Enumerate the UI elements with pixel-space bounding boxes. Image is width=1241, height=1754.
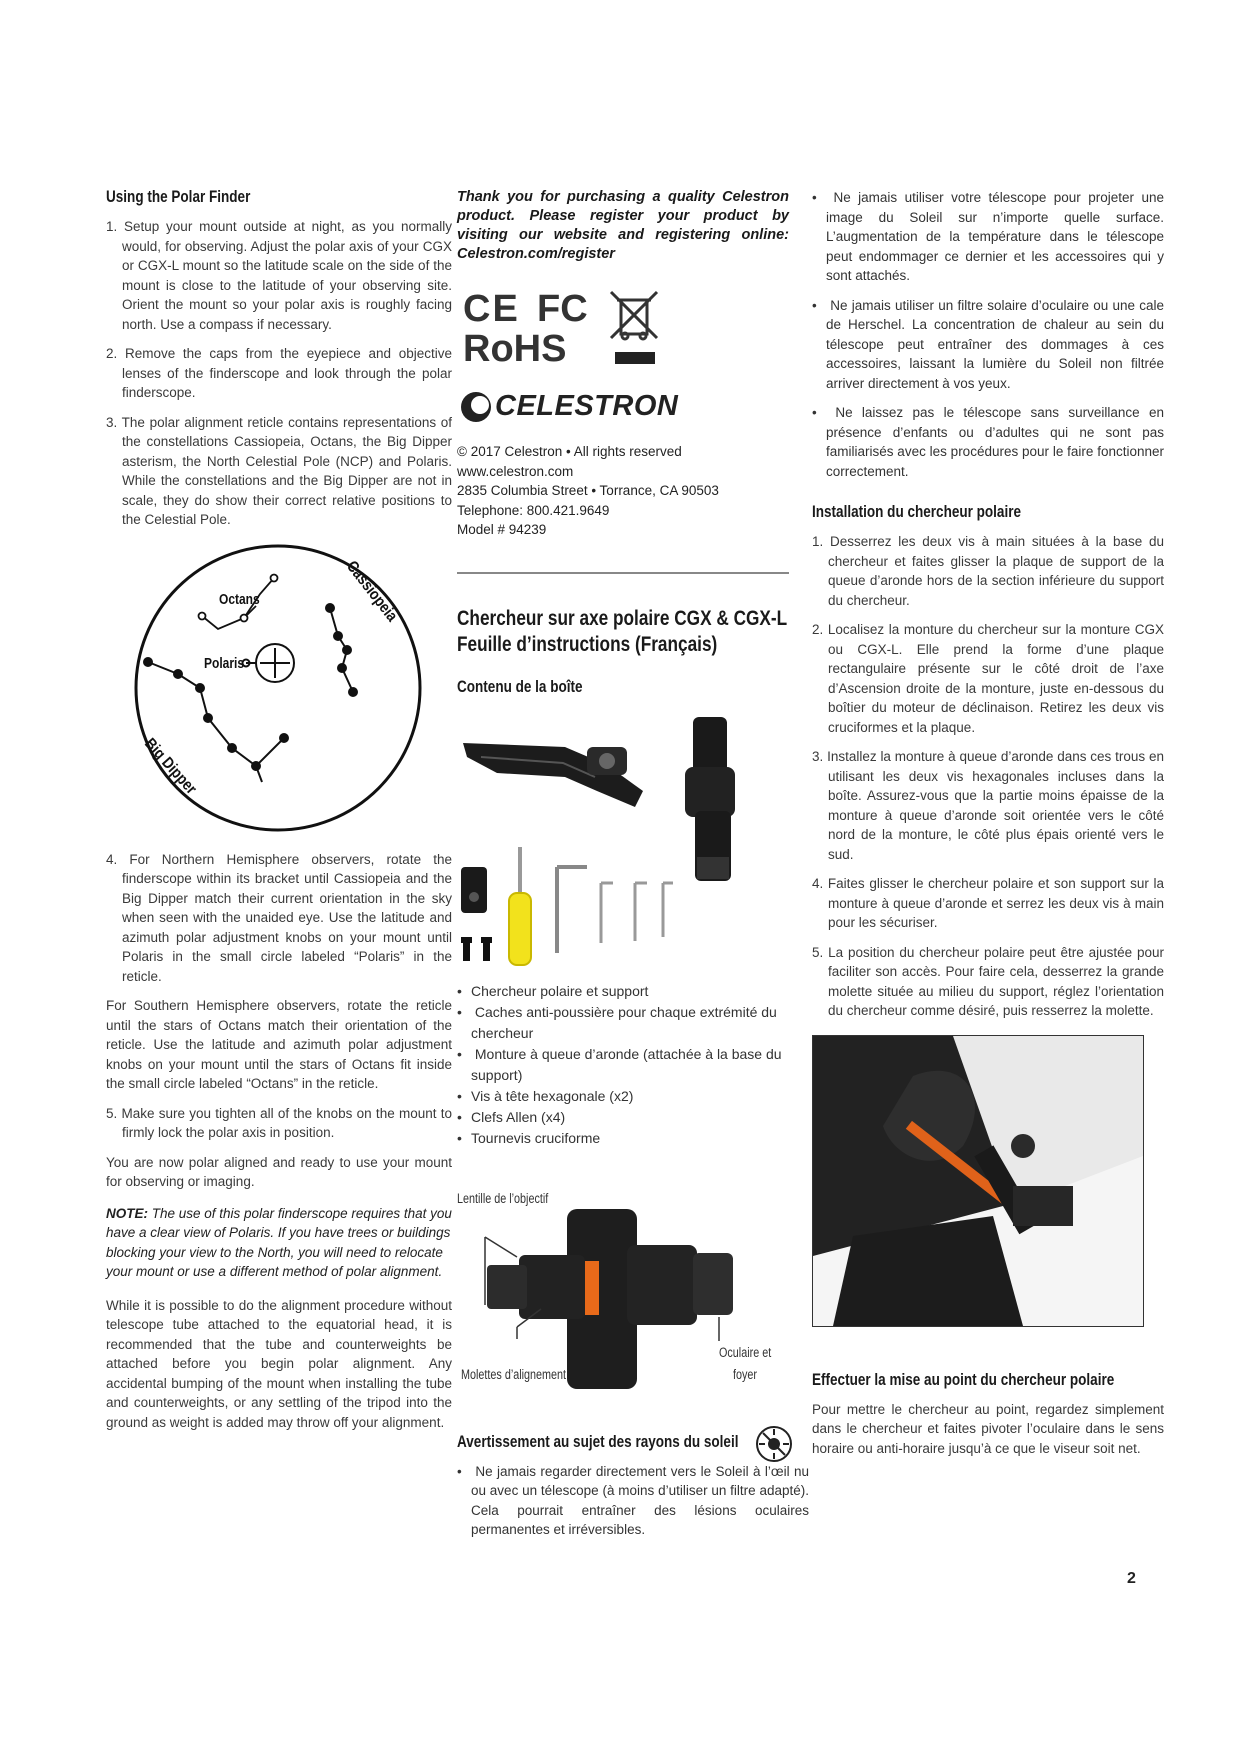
cassiopeia-stars	[326, 604, 357, 696]
install-steps	[812, 532, 1164, 1021]
contents-item: • Vis à tête hexagonale (x2)	[457, 1086, 789, 1107]
step-5: 5. Make sure you tighten all of the knobs on the mount to firmly lock the polar axis in position.	[106, 1105, 452, 1140]
install-heading: Installation du chercheur polaire	[812, 503, 1022, 521]
celestron-swoosh-icon	[459, 390, 493, 424]
address: 2835 Columbia Street • Torrance, CA 90503	[457, 483, 719, 498]
big-dipper-label: Big Dipper	[140, 734, 200, 798]
step-2: 2. Remove the caps from the eyepiece and objective lenses of the finderscope and look through the polar finderscope.	[106, 346, 452, 400]
install-step: 4. Faites glisser le chercheur polaire et son support sur la monture à queue d’aronde et serrez les deux vis à main pour les sécuriser.	[812, 876, 1164, 930]
celestron-logo	[457, 388, 789, 432]
polar-finder-heading: Using the Polar Finder	[106, 188, 251, 206]
knobs-label: Molettes d’alignement	[461, 1366, 567, 1382]
aligned-text: You are now polar aligned and ready to use your mount for observing or imaging.	[106, 1154, 452, 1189]
install-step: 1. Desserrez les deux vis à main situées à la base du chercheur et faites glisser la plaque de support de la queue d’aronde hors de la section inférieure du support du chercheur.	[812, 534, 1164, 608]
contents-item: • Clefs Allen (x4)	[457, 1107, 789, 1128]
model-number: Model # 94239	[457, 522, 547, 537]
contents-list	[457, 981, 789, 1149]
sun-warning-item: • Ne jamais regarder directement vers le Soleil à l’œil nu ou avec un télescope (à moins d’utiliser un filtre adapté). Cela pourrait entraîner des lésions oculaires permanentes et irréversibles.	[457, 1462, 809, 1540]
install-step: 5. La position du chercheur polaire peut être ajustée pour faciliter son accès. Pour faire cela, desserrez la grande molette située au milieu du support, réglez l’orientation du chercheur comme désiré, puis resserrez la molette.	[812, 944, 1164, 1018]
contact-block	[457, 442, 789, 540]
step-4: 4. For Northern Hemisphere observers, rotate the finderscope within its bracket until Cassiopeia and the Big Dipper match their current orientation in the sky when seen with the unaided eye. Use the latitude and azimuth polar adjustment knobs on your mount until Polaris in the small circle labeled “Polaris” in the reticle.	[106, 851, 452, 984]
contents-item: • Monture à queue d’aronde (attachée à la base du support)	[457, 1044, 789, 1086]
french-title-line-1: Chercheur sur axe polaire CGX & CGX-L	[457, 606, 788, 630]
fc-mark: FC	[537, 288, 588, 330]
note-text: The use of this polar finderscope requires that you have a clear view of Polaris. If you have trees or buildings blocking your view to the North, you will need to relocate your mount or use a different method of polar alignment.	[106, 1205, 452, 1279]
contents-photo	[457, 707, 789, 977]
southern-hemisphere-text: For Southern Hemisphere observers, rotate the reticle until the stars of Octans match their orientation of the reticle. Use the latitude and azimuth polar adjustment knobs on your mount until the stars of Octans fit inside the small circle labeled “Octans” in the reticle.	[106, 998, 452, 1091]
copyright: © 2017 Celestron • All rights reserved	[457, 444, 682, 459]
focus-text: Pour mettre le chercheur au point, regardez simplement dans le chercheur et faites pivoter l’oculaire dans le sens horaire ou anti-horaire jusqu’à ce que le viseur soit net.	[812, 1401, 1164, 1456]
contents-item: • Chercheur polaire et support	[457, 981, 789, 1002]
rohs-mark: RoHS	[463, 328, 567, 370]
warning-item: • Ne jamais utiliser votre télescope pour projeter une image du Soleil sur n’importe quelle surface. L’augmentation de la température dans le télescope peut endommager ce dernier et les accessoires qui y sont attachés.	[812, 188, 1164, 286]
install-step: 2. Localisez la monture du chercheur sur la monture CGX ou CGX-L. Elle prend la forme d’une plaque rectangulaire présente sur le côté droit de l’axe d’Ascension droite de la monture, juste en-dessous du boîtier du moteur de déclinaison. Retirez les deux vis cruciformes et la plaque.	[812, 622, 1164, 735]
weee-bin-icon	[607, 290, 663, 374]
french-column	[812, 188, 1164, 1468]
finderscope-diagram	[457, 1191, 789, 1391]
warning-bullets	[812, 188, 1164, 481]
note-label: NOTE:	[106, 1205, 148, 1221]
french-title	[457, 606, 789, 658]
certification-marks	[457, 290, 789, 380]
divider	[457, 572, 789, 574]
while-paragraph: While it is possible to do the alignment procedure without telescope tube attached to the equatorial head, it is recommended that the tube and counterweights be attached before you begin polar alignment. Any accidental bumping of the mount when installing the tube and counterweights, or any settling of the tripod into the ground as weight is added may throw off your alignment.	[106, 1297, 452, 1430]
sun-warning-icon	[755, 1425, 793, 1463]
polaris-label: Polaris	[204, 654, 245, 671]
ce-mark: CE	[463, 288, 520, 330]
polar-reticle-diagram	[106, 544, 452, 834]
eyepiece-label-2: foyer	[733, 1366, 758, 1382]
steps-list-c	[106, 1104, 452, 1143]
sun-warning-list	[457, 1462, 809, 1540]
thanks-text: Thank you for purchasing a quality Celestron product. Please register your product by visiting our website and registering online: Celestron.com/register	[457, 189, 789, 262]
polaris-crosshair	[243, 644, 295, 682]
step-3: 3. The polar alignment reticle contains representations of the constellations Cassiopeia, Octans, the Big Dipper asterism, the North Celestial Pole (NCP) and Polaris. While the constellations and the Big Dipper are not in scale, they do show their correct relative positions to the Celestial Pole.	[106, 414, 452, 527]
note-paragraph	[106, 1204, 452, 1282]
sun-warning-heading: Avertissement au sujet des rayons du soleil	[457, 1432, 739, 1451]
cassiopeia-label: Cassiopeia	[342, 557, 401, 625]
page-number: 2	[1127, 1570, 1136, 1587]
english-column	[106, 188, 452, 1442]
objective-label: Lentille de l’objectif	[457, 1190, 549, 1206]
french-title-line-2: Feuille d’instructions (Français)	[457, 632, 718, 656]
octans-label: Octans	[219, 590, 260, 607]
middle-column	[457, 188, 809, 1540]
steps-list-b	[106, 850, 452, 987]
focus-heading: Effectuer la mise au point du chercheur polaire	[812, 1370, 1115, 1389]
contents-heading: Contenu de la boîte	[457, 677, 583, 696]
warning-item: • Ne laissez pas le télescope sans surveillance en présence d’enfants ou d’adultes qui ne sont pas familiarisés avec les procédures pour le faire fonctionner correctement.	[812, 403, 1164, 481]
contents-item: • Caches anti-poussière pour chaque extrémité du chercheur	[457, 1002, 789, 1044]
warning-item: • Ne jamais utiliser un filtre solaire d’oculaire ou une cale de Herschel. La concentration de chaleur au sein du télescope peut entraîner des dommages à ces accessoires, laissant la lumière du Soleil non filtrée arriver directement à vos yeux.	[812, 296, 1164, 394]
finderscope-illustration	[457, 1209, 789, 1389]
mount-photo	[812, 1035, 1144, 1327]
eyepiece-label-1: Oculaire et	[719, 1344, 772, 1360]
brand-wordmark: CELESTRON	[495, 390, 679, 422]
contents-item: • Tournevis cruciforme	[457, 1128, 789, 1149]
mount-illustration	[813, 1036, 1143, 1326]
sun-warning	[457, 1432, 809, 1540]
steps-list-a	[106, 217, 452, 530]
website: www.celestron.com	[457, 463, 574, 479]
install-step: 3. Installez la monture à queue d’aronde dans ces trous en utilisant les deux vis hexagonales incluses dans la boîte. Assurez-vous que la partie moins épaisse de la monture à queue d’aronde soit orientée vers le côté nord de la monture, le côté plus épais orienté vers le sud.	[812, 749, 1164, 862]
telephone: Telephone: 800.421.9649	[457, 502, 610, 518]
step-1: 1. Setup your mount outside at night, as you normally would, for observing. Adjust the polar axis of your CGX or CGX-L mount so the latitude scale on the side of the mount is close to the latitude of your observing site. Orient the mount so your polar axis is roughly facing north. Use a compass if necessary.	[106, 219, 452, 332]
